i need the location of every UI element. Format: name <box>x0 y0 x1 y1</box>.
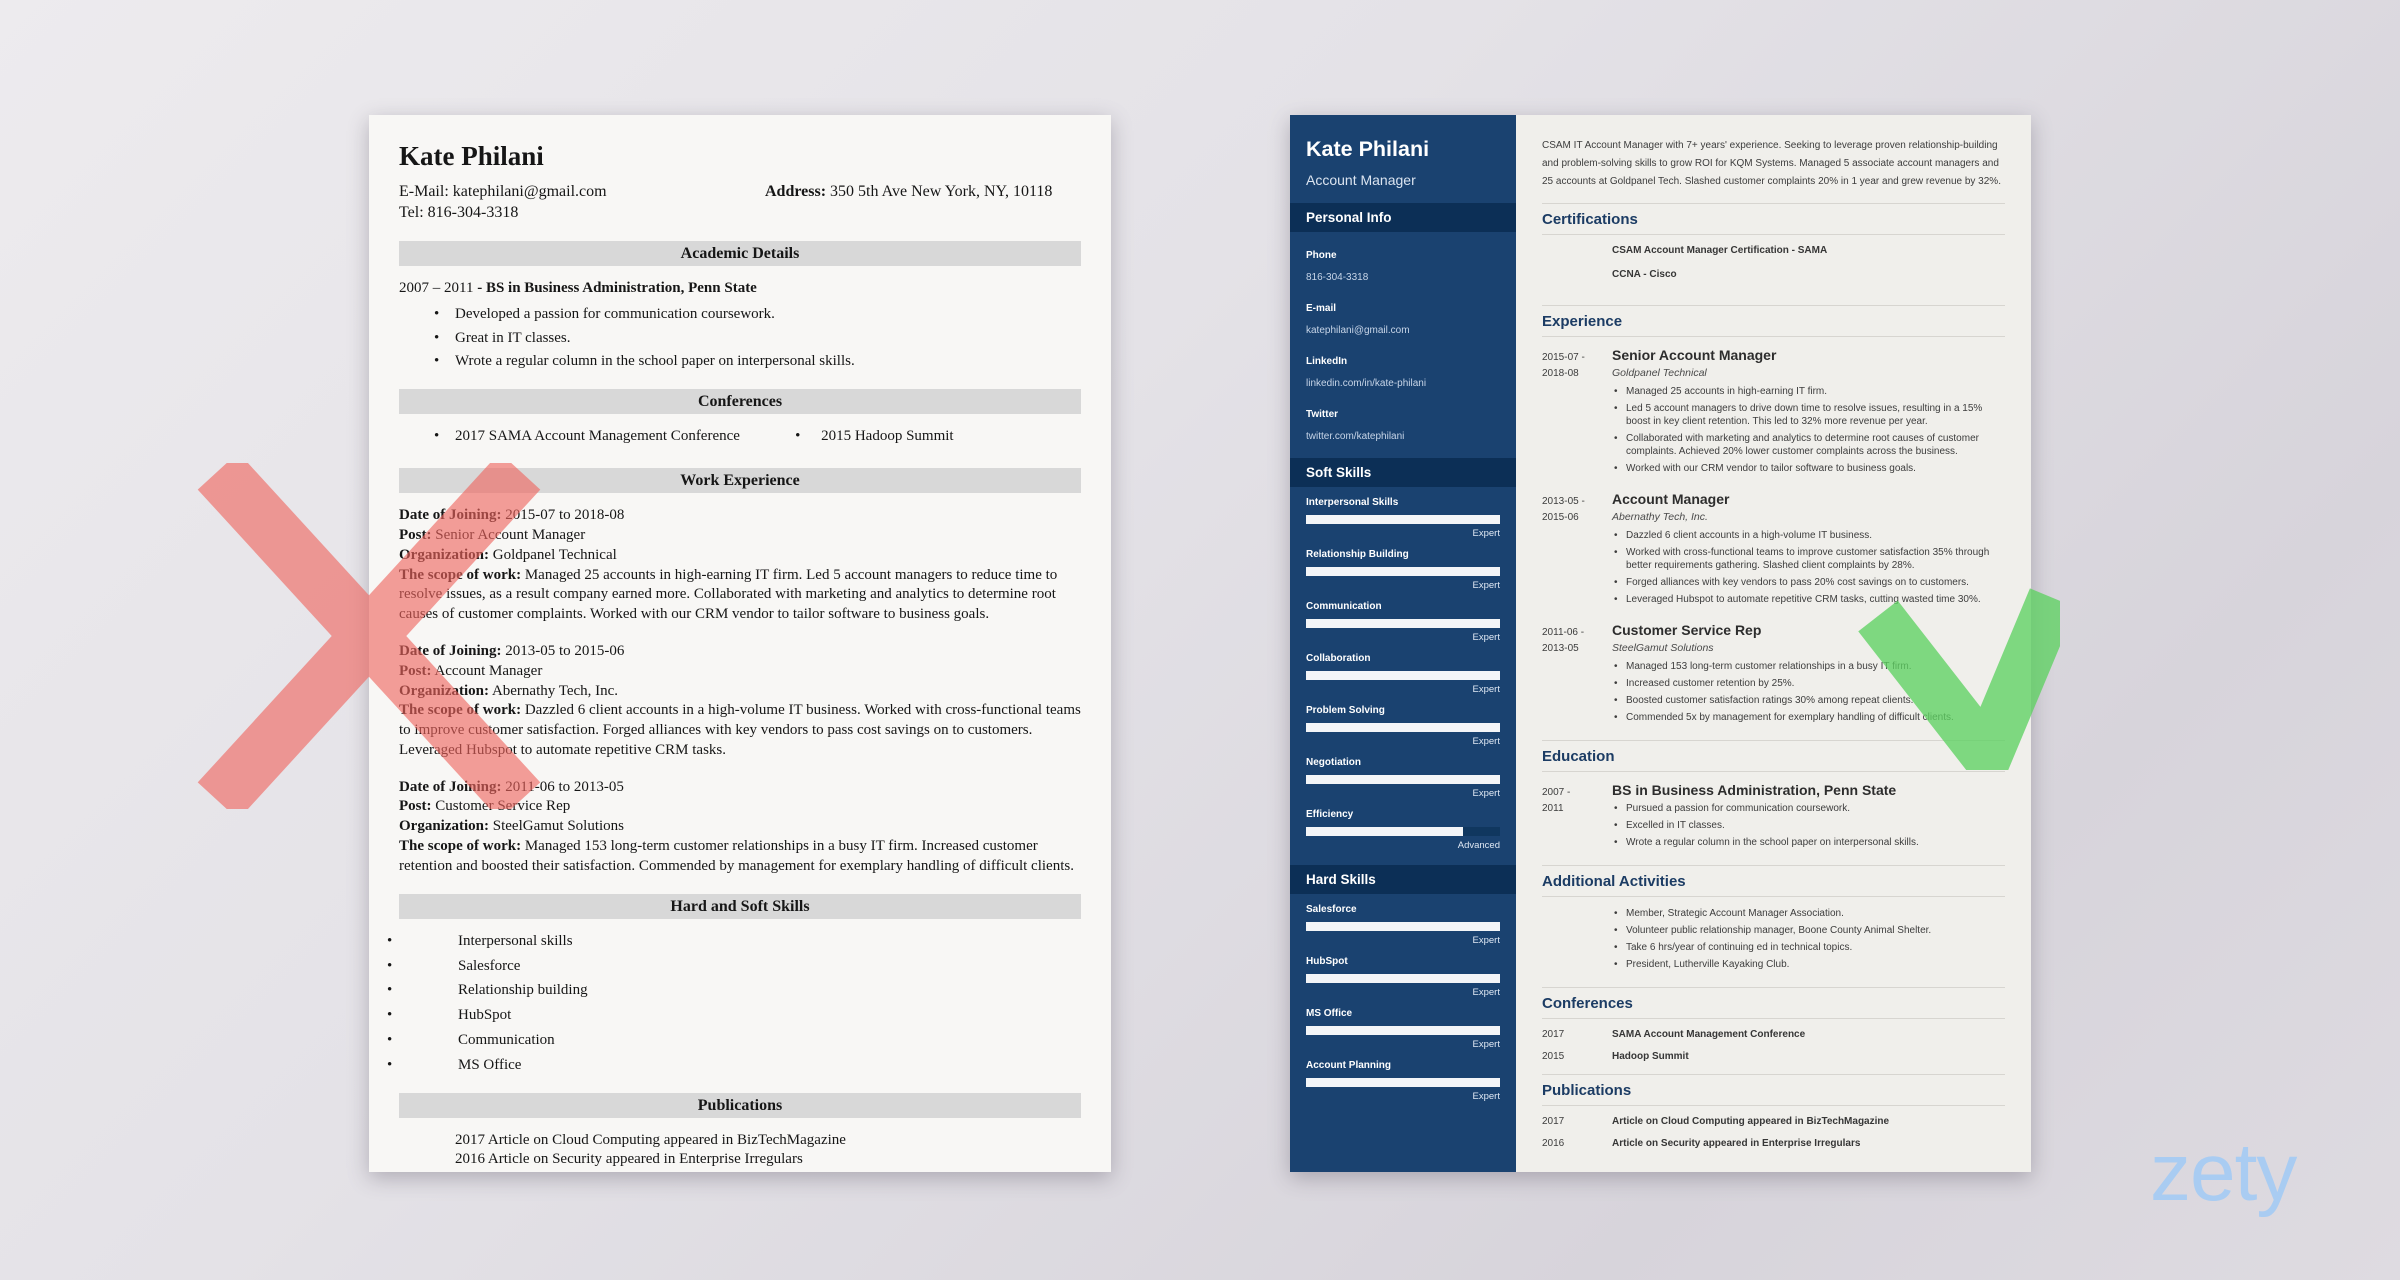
soft-skill <box>1306 809 1500 851</box>
post-value: Account Manager <box>434 662 543 679</box>
skill-name: Communication <box>1306 601 1382 613</box>
scope-label: The scope of work: <box>399 838 522 855</box>
publication-row <box>1542 1138 2005 1149</box>
skill-item: • MS Office <box>399 1056 1081 1076</box>
resume-name: Kate Philani <box>1306 137 1430 161</box>
bullet-item: • Managed 153 long-term customer relationships in a busy IT firm. <box>1612 660 2005 673</box>
conference-row <box>1542 1029 2005 1040</box>
skill-level: Expert <box>1472 736 1500 748</box>
skill-item: • HubSpot <box>399 1006 1081 1026</box>
skill-bar <box>1306 974 1500 983</box>
bullet-item: • Collaborated with marketing and analytics to determine root causes of customer complaints. Achieved 20% lower customer complaints across the business. <box>1612 432 2005 458</box>
bullet-item: • Excelled in IT classes. <box>1612 819 2005 832</box>
address-value: 350 5th Ave New York, NY, 10118 <box>830 182 1053 200</box>
entry-title: BS in Business Administration, Penn State <box>1612 782 1897 798</box>
org-label: Organization: <box>399 818 489 835</box>
education-entry <box>1542 782 2005 853</box>
publication-year: 2016 <box>1542 1138 1565 1149</box>
red-x-mark <box>194 463 544 809</box>
post-label: Post: <box>399 526 432 543</box>
scope-value: Managed 25 accounts in high-earning IT firm. Led 5 account managers to reduce time to resolve issues, as a result company earned more. Collaborated with marketing and analytics to determine root causes of customer complaints. Worked with our CRM vendor to tailor software to business goals. <box>399 566 1058 623</box>
post-value: Customer Service Rep <box>435 798 571 815</box>
skill-name: Relationship Building <box>1306 549 1409 561</box>
skill-level: Advanced <box>1457 840 1500 852</box>
date-label: Date of Joining: <box>399 642 502 659</box>
tel-value: 816-304-3318 <box>427 204 519 222</box>
section-title: Publications <box>1542 1075 2005 1106</box>
section-header-conferences: Conferences <box>399 389 1081 414</box>
org-label: Organization: <box>399 546 489 563</box>
bullet-item: • Great in IT classes. <box>399 329 1081 349</box>
section-additional-activities <box>1542 865 2005 987</box>
conference-item: • 2015 Hadoop Summit <box>774 427 1081 447</box>
skill-bar <box>1306 922 1500 931</box>
entry-title: Customer Service Rep <box>1612 622 1762 638</box>
soft-skill <box>1306 653 1500 695</box>
skill-bar <box>1306 827 1500 836</box>
bullet-item: • Wrote a regular column in the school paper on interpersonal skills. <box>399 352 1081 372</box>
hard-skill <box>1306 1060 1500 1102</box>
hard-skill <box>1306 956 1500 998</box>
skill-level: Expert <box>1472 632 1500 644</box>
skill-name: Collaboration <box>1306 653 1371 665</box>
degree-title: - BS in Business Administration, Penn State <box>477 279 757 296</box>
skill-bar <box>1306 567 1500 576</box>
skill-bar <box>1306 671 1500 680</box>
entry-title: Account Manager <box>1612 491 1730 507</box>
date-label: Date of Joining: <box>399 778 502 795</box>
entry-dates: 2011-06 - 2013-05 <box>1542 627 1585 654</box>
publication-name: Article on Cloud Computing appeared in BizTechMagazine <box>1612 1116 1890 1127</box>
skill-bar <box>1306 515 1500 524</box>
skill-item: • Relationship building <box>399 981 1081 1001</box>
bullet-item: • Leveraged Hubspot to automate repetitive CRM tasks, cutting wasted time 30%. <box>1612 593 2005 606</box>
date-label: Date of Joining: <box>399 507 502 524</box>
scope-value: Dazzled 6 client accounts in a high-volume IT business. Worked with cross-functional teams to improve customer satisfaction. Forged alliances with key vendors to pass cost savings on to customers. Leveraged Hubspot to automate repetitive CRM tasks. <box>399 702 1081 758</box>
academic-bullets <box>399 305 1081 372</box>
org-value: Abernathy Tech, Inc. <box>491 682 619 699</box>
conference-name: Hadoop Summit <box>1612 1051 1689 1062</box>
publication-item: 2017 Article on Cloud Computing appeared in BizTechMagazine <box>455 1131 846 1148</box>
info-value: 816-304-3318 <box>1306 272 1369 284</box>
sidebar-header-hard-skills: Hard Skills <box>1290 865 1516 894</box>
bullet-item: • Managed 25 accounts in high-earning IT firm. <box>1612 385 2005 398</box>
bullet-item: • Dazzled 6 client accounts in a high-volume IT business. <box>1612 529 2005 542</box>
entry-company: Goldpanel Technical <box>1612 367 1707 379</box>
summary-text: CSAM IT Account Manager with 7+ years' experience. Seeking to leverage proven relationship-building and problem-solving skills to grow ROI for KQM Systems. Managed 5 associate account managers and 25 accounts at Goldpanel Tech. Slashed customer complaints 20% in 1 year and grew revenue by 32%. <box>1542 140 2001 187</box>
section-title: Conferences <box>1542 988 2005 1019</box>
bullet-item: • Member, Strategic Account Manager Association. <box>1612 907 2005 920</box>
address-label: Address: <box>765 182 827 200</box>
certification-item: CSAM Account Manager Certification - SAMA <box>1612 245 1828 256</box>
skill-level: Expert <box>1472 788 1500 800</box>
info-item-email <box>1306 302 1500 338</box>
skill-level: Expert <box>1472 987 1500 999</box>
date-value: 2011-06 to 2013-05 <box>505 778 624 795</box>
skill-name: Efficiency <box>1306 809 1354 821</box>
section-header-academic: Academic Details <box>399 241 1081 266</box>
skills-list <box>399 932 1081 1076</box>
hard-skill <box>1306 1008 1500 1050</box>
scope-label: The scope of work: <box>399 702 522 719</box>
skill-name: Problem Solving <box>1306 705 1385 717</box>
resume-job-title: Account Manager <box>1306 172 1416 189</box>
address-line <box>765 181 1052 203</box>
post-label: Post: <box>399 798 432 815</box>
info-label: LinkedIn <box>1306 356 1348 368</box>
skill-name: Account Planning <box>1306 1060 1391 1072</box>
email-value: katephilani@gmail.com <box>452 182 607 200</box>
skill-name: Salesforce <box>1306 904 1357 916</box>
scope-label: The scope of work: <box>399 566 522 583</box>
skill-item: • Salesforce <box>399 957 1081 977</box>
skill-level: Expert <box>1472 684 1500 696</box>
conference-item: • 2017 SAMA Account Management Conference <box>399 427 774 447</box>
org-label: Organization: <box>399 682 489 699</box>
bullet-item: • Led 5 account managers to drive down time to resolve issues, resulting in a 15% boost in key client retention. This led to 32% more revenue per year. <box>1612 402 2005 428</box>
sidebar-header-soft-skills: Soft Skills <box>1290 458 1516 487</box>
section-title: Experience <box>1542 306 2005 337</box>
bullet-item: • Increased customer retention by 25%. <box>1612 677 2005 690</box>
section-conferences <box>1542 987 2005 1074</box>
bullet-item: • Take 6 hrs/year of continuing ed in technical topics. <box>1612 941 2005 954</box>
zety-logo: zety <box>2150 1127 2297 1218</box>
info-value: linkedin.com/in/kate-philani <box>1306 378 1427 390</box>
resume-name: Kate Philani <box>399 141 544 171</box>
bullet-item: • Worked with cross-functional teams to improve customer satisfaction 35% through better requirements gathering. Slashed client complaints by 28%. <box>1612 546 2005 572</box>
tel-line <box>399 202 1081 224</box>
entry-dates: 2015-07 - 2018-08 <box>1542 352 1585 379</box>
skill-level: Expert <box>1472 528 1500 540</box>
skill-level: Expert <box>1472 1091 1500 1103</box>
scope-value: Managed 153 long-term customer relationships in a busy IT firm. Increased customer retention and boosted their satisfaction. Commended by management for exemplary handling of difficult clients. <box>399 838 1074 874</box>
bullet-item: • Wrote a regular column in the school paper on interpersonal skills. <box>1612 836 2005 849</box>
info-label: Phone <box>1306 250 1337 262</box>
section-title: Additional Activities <box>1542 866 2005 897</box>
info-value: katephilani@gmail.com <box>1306 325 1410 337</box>
bullet-item: • Pursued a passion for communication coursework. <box>1612 802 2005 815</box>
bullet-item: • Commended 5x by management for exemplary handling of difficult clients. <box>1612 711 2005 724</box>
conference-year: 2017 <box>1542 1029 1565 1040</box>
section-title: Certifications <box>1542 204 2005 235</box>
bullet-item: • Worked with our CRM vendor to tailor software to business goals. <box>1612 462 2005 475</box>
section-title: Education <box>1542 741 2005 772</box>
skill-bar <box>1306 723 1500 732</box>
soft-skill <box>1306 705 1500 747</box>
sidebar-header-personal-info: Personal Info <box>1290 203 1516 232</box>
entry-dates: 2007 - 2011 <box>1542 787 1571 814</box>
skill-bar <box>1306 1026 1500 1035</box>
green-check-mark <box>1856 586 2060 770</box>
skill-level: Expert <box>1472 935 1500 947</box>
tel-label: Tel: <box>399 204 424 222</box>
info-item-linkedin <box>1306 355 1500 391</box>
skill-name: MS Office <box>1306 1008 1353 1020</box>
section-header-skills: Hard and Soft Skills <box>399 894 1081 919</box>
info-label: E-mail <box>1306 303 1337 315</box>
skill-bar <box>1306 619 1500 628</box>
work-scope <box>399 837 1081 877</box>
conference-year: 2015 <box>1542 1051 1565 1062</box>
experience-entry <box>1542 347 2005 479</box>
section-publications <box>1542 1074 2005 1161</box>
conference-list <box>399 427 1081 451</box>
degree-dates: 2007 – 2011 <box>399 279 474 296</box>
degree-line <box>399 279 1081 299</box>
work-org <box>399 817 1081 837</box>
conference-name: SAMA Account Management Conference <box>1612 1029 1806 1040</box>
bullet-item: • Forged alliances with key vendors to pass 20% cost savings on to customers. <box>1612 576 2005 589</box>
section-certifications <box>1542 203 2005 305</box>
entry-company: SteelGamut Solutions <box>1612 642 1714 654</box>
skill-name: Interpersonal Skills <box>1306 497 1399 509</box>
contact-block <box>399 181 1081 224</box>
info-value: twitter.com/katephilani <box>1306 431 1405 443</box>
hard-skill <box>1306 904 1500 946</box>
section-header-work: Work Experience <box>399 468 1081 493</box>
publication-year: 2017 <box>1542 1116 1565 1127</box>
soft-skill <box>1306 757 1500 799</box>
resume-sidebar <box>1290 115 1516 1172</box>
post-label: Post: <box>399 662 432 679</box>
info-label: Twitter <box>1306 409 1339 421</box>
date-value: 2013-05 to 2015-06 <box>505 642 625 659</box>
soft-skill <box>1306 601 1500 643</box>
info-item-twitter <box>1306 408 1500 444</box>
info-item-phone <box>1306 249 1500 285</box>
entry-company: Abernathy Tech, Inc. <box>1612 511 1708 523</box>
skill-name: HubSpot <box>1306 956 1348 968</box>
skill-name: Negotiation <box>1306 757 1361 769</box>
org-value: Goldpanel Technical <box>492 546 617 563</box>
skill-level: Expert <box>1472 580 1500 592</box>
skill-item: • Communication <box>399 1031 1081 1051</box>
publication-row <box>1542 1116 2005 1127</box>
entry-title: Senior Account Manager <box>1612 347 1777 363</box>
skill-item: • Interpersonal skills <box>399 932 1081 952</box>
soft-skill <box>1306 549 1500 591</box>
certification-item: CCNA - Cisco <box>1612 269 1677 280</box>
bullet-item: • Boosted customer satisfaction ratings 30% among repeat clients. <box>1612 694 2005 707</box>
soft-skill <box>1306 497 1500 539</box>
skill-level: Expert <box>1472 1039 1500 1051</box>
org-value: SteelGamut Solutions <box>492 818 624 835</box>
bullet-item: • President, Lutherville Kayaking Club. <box>1612 958 2005 971</box>
entry-dates: 2013-05 - 2015-06 <box>1542 496 1585 523</box>
bullet-item: • Volunteer public relationship manager, Boone County Animal Shelter. <box>1612 924 2005 937</box>
skill-bar <box>1306 1078 1500 1087</box>
date-value: 2015-07 to 2018-08 <box>505 507 625 524</box>
email-label: E-Mail: <box>399 182 449 200</box>
post-value: Senior Account Manager <box>435 526 586 543</box>
bullet-item: • Developed a passion for communication coursework. <box>399 305 1081 325</box>
publication-item: 2016 Article on Security appeared in Enterprise Irregulars <box>455 1151 803 1168</box>
section-header-publications: Publications <box>399 1093 1081 1118</box>
skill-bar <box>1306 775 1500 784</box>
publication-name: Article on Security appeared in Enterprise Irregulars <box>1612 1138 1861 1149</box>
conference-row <box>1542 1051 2005 1062</box>
